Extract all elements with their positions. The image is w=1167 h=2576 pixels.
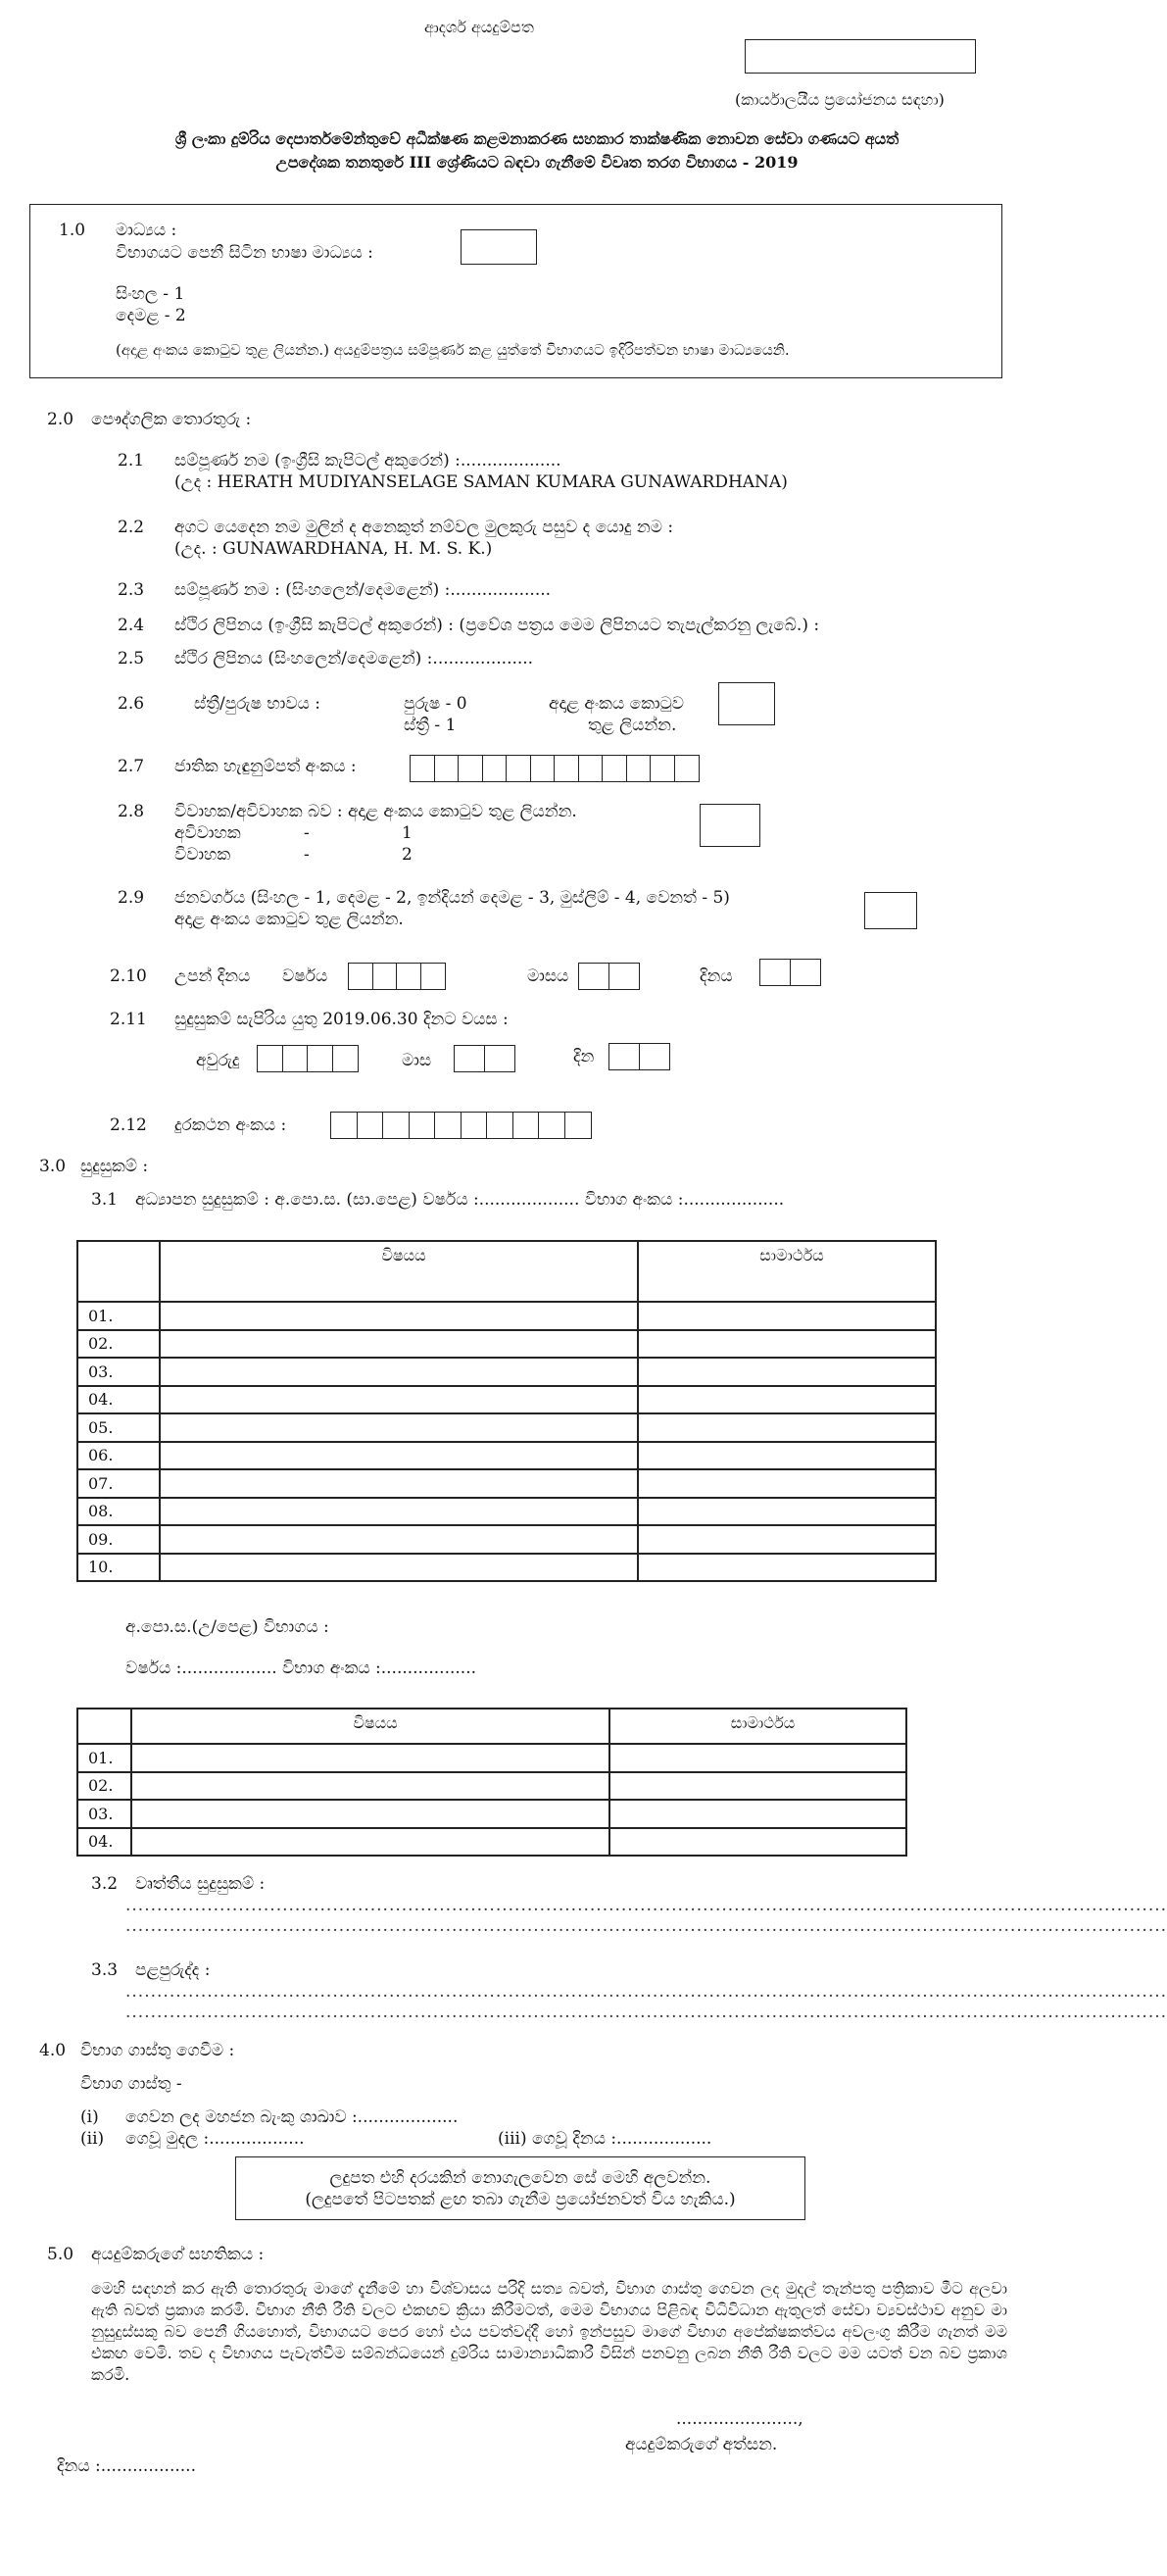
marital-dash-2: - <box>304 845 310 865</box>
signature-label: අයදුම්කරුගේ අත්සන. <box>625 2435 778 2454</box>
age-years-label: අවුරුදු <box>196 1051 240 1070</box>
form-title: ආදර්ශ අයදුම්පත <box>424 18 534 36</box>
ol-table-corner <box>77 1241 160 1302</box>
ol-row-number: 07. <box>77 1469 160 1498</box>
al-subject-cell[interactable] <box>131 1772 609 1801</box>
al-grade-cell[interactable] <box>609 1828 906 1857</box>
age-days-cells[interactable] <box>608 1043 670 1070</box>
section-3-number: 3.0 <box>39 1157 67 1176</box>
marital-input-box[interactable] <box>700 804 760 847</box>
al-row-number: 02. <box>77 1772 131 1801</box>
al-results-table <box>76 1708 907 1857</box>
dob-label: උපන් දිනය <box>174 966 251 986</box>
ol-subject-cell[interactable] <box>160 1442 638 1470</box>
office-use-box[interactable] <box>745 39 976 74</box>
dob-year-label: වර්ෂය <box>282 966 328 986</box>
ol-row-number: 03. <box>77 1358 160 1386</box>
address-english-field[interactable]: ස්ථිර ලිපිනය (ඉංග්‍රීසි කැපිටල් අකුරෙන්) : (ප්‍රවේශ පත්‍රය මෙම ලිපිනයට තැපැල්කරනු ලැබේ.) : <box>174 616 820 635</box>
al-row <box>77 1828 906 1857</box>
item-2-7-number: 2.7 <box>118 757 145 776</box>
form-heading-line1: ශ්‍රී ලංකා දුම්රිය දෙපාර්තමේන්තුවේ අධීක්ෂණ කළමනාකරණ සහකාර තාක්ෂණික නොවන සේවා ගණයට අයත් <box>174 129 900 148</box>
address-local-field[interactable]: ස්ථිර ලිපිනය (සිංහලෙන්/දෙමළෙන්) :................... <box>174 649 534 669</box>
amount-paid-field[interactable]: ගෙවූ මුදල :.................. <box>125 2129 305 2149</box>
al-grade-cell[interactable] <box>609 1800 906 1828</box>
ol-row-number: 08. <box>77 1498 160 1526</box>
bank-branch-field[interactable]: ගෙවන ලද මහජන බැංකු ශාඛාව :................... <box>125 2107 459 2127</box>
fee-item-ii-label: (ii) <box>80 2129 105 2149</box>
medium-question: විභාගයට පෙනී සිටින භාෂා මාධ්‍යය : <box>116 243 373 263</box>
name-with-initials-field[interactable]: අගට යෙදෙන නම මුලින් ද අනෙකුත් නම්වල මුලකුරු පසුව ද යොදු නම : <box>174 518 674 537</box>
ol-row-number: 04. <box>77 1386 160 1414</box>
item-3-1-number: 3.1 <box>91 1190 119 1210</box>
full-name-local-field[interactable]: සම්පූර්ණ නම : (සිංහලෙන්/දෙමළෙන්) :................... <box>174 580 552 600</box>
personal-info-title: පෞද්ගලික තොරතුරු : <box>91 410 252 429</box>
age-label: සුදුසුකම් සැපිරිය යුතු 2019.06.30 දිනට වයස : <box>174 1010 509 1029</box>
item-3-3-number: 3.3 <box>91 1960 119 1980</box>
al-subject-header: විෂයය <box>131 1709 609 1744</box>
gender-label: ස්ත්‍රී/පුරුෂ භාවය : <box>194 694 320 714</box>
item-2-11-number: 2.11 <box>110 1010 147 1029</box>
al-table-corner <box>77 1709 131 1744</box>
ethnicity-input-box[interactable] <box>864 892 917 929</box>
marital-status-label: විවාහක/අවිවාහක බව : අදාළ අංකය කොටුව තුළ ලියන්න. <box>174 802 577 821</box>
al-row-number: 01. <box>77 1744 131 1772</box>
ol-row <box>77 1386 936 1414</box>
al-subject-cell[interactable] <box>131 1744 609 1772</box>
item-2-9-number: 2.9 <box>118 888 145 908</box>
ol-row <box>77 1413 936 1442</box>
age-days-label: දින <box>573 1047 595 1066</box>
al-row <box>77 1744 906 1772</box>
qualifications-title: සුදුසුකම් : <box>80 1157 149 1176</box>
section-5-number: 5.0 <box>47 2245 74 2264</box>
professional-qualifications-label: වෘත්තීය සුදුසුකම් : <box>135 1874 266 1894</box>
ol-row-number: 05. <box>77 1413 160 1442</box>
receipt-note-1: ලදුපත එහි දරයකින් නොගැලවෙන සේ මෙහි අලවන්න. <box>329 2168 711 2188</box>
ol-row <box>77 1302 936 1330</box>
item-2-1-number: 2.1 <box>118 451 145 471</box>
declaration-paragraph: මෙහි සඳහන් කර ඇති තොරතුරු මාගේ දැනීමේ හා විශ්වාසය පරිදි සත්‍ය බවත්, විභාග ගාස්තු ගෙවන ලද මුදල් තැන්පතු පත්‍රිකාව මීට අලවා ඇති බවත් ප්‍රකාශ කරමි. විභාග නීති රීති වලට එකඟව ක්‍රියා කිරීමටත්, මෙම විභාගය පිළිබඳ විධිවිධාන ඇතුලත් සේවා ව්‍යවස්ථාව අනුව මා නුසුදුස්සකු බව පෙනී ගියහොත්, විභාගයට පෙර හෝ එය පවත්වද්දී හෝ ඉන්පසුව මාගේ විභාග අපේක්ෂකත්වය අවලංගු කිරීම ගැනත් මම එකඟ වෙමි. තව ද විභාගය පැවැත්වීම සම්බන්ධයෙන් දුම්රිය සාමාන්‍යාධිකාරී විසින් පනවනු ලබන නීති රීති වලට මම යටත් වන බව ප්‍රකාශ කරමි. <box>91 2279 1007 2384</box>
ol-grade-cell[interactable] <box>638 1386 936 1414</box>
dob-day-label: දිනය <box>700 966 733 986</box>
ol-subject-cell[interactable] <box>160 1554 638 1582</box>
phone-input-cells[interactable] <box>330 1112 592 1139</box>
date-paid-field[interactable]: (iii) ගෙවූ දිනය :.................. <box>498 2129 712 2149</box>
full-name-example: (උද : HERATH MUDIYANSELAGE SAMAN KUMARA GUNAWARDHANA) <box>174 472 788 492</box>
receipt-paste-box[interactable] <box>235 2156 805 2220</box>
gender-note-1: අදාළ අංකය කොටුව <box>549 694 685 714</box>
ol-subject-cell[interactable] <box>160 1386 638 1414</box>
professional-qualifications-line-1[interactable]: ...................................................................................................................................................................... <box>125 1896 1167 1915</box>
form-heading-line2: උපදේශක තනතුරේ III ශ්‍රේණියට බඳවා ගැනීමේ විවෘත තරග විභාගය - 2019 <box>275 153 799 172</box>
medium-option-sinhala: සිංහල - 1 <box>116 284 185 304</box>
medium-label: මාධ්‍යය : <box>116 221 177 240</box>
al-grade-header: සාමාර්ථය <box>609 1709 906 1744</box>
al-row <box>77 1772 906 1801</box>
ol-row <box>77 1554 936 1582</box>
item-2-8-number: 2.8 <box>118 802 145 821</box>
ol-grade-cell[interactable] <box>638 1498 936 1526</box>
gender-option-female: ස්ත්‍රී - 1 <box>404 716 457 735</box>
ol-row <box>77 1330 936 1359</box>
section-4-number: 4.0 <box>39 2041 67 2060</box>
ethnicity-label: ජනවර්ගය (සිංහල - 1, දෙමළ - 2, ඉන්දියන් දෙමළ - 3, මුස්ලිම් - 4, වෙනත් - 5) <box>174 888 730 908</box>
fees-title: විභාග ගාස්තු ගෙවීම : <box>80 2041 235 2060</box>
ol-grade-cell[interactable] <box>638 1413 936 1442</box>
ol-grade-cell[interactable] <box>638 1302 936 1330</box>
ol-grade-cell[interactable] <box>638 1442 936 1470</box>
ol-row <box>77 1469 936 1498</box>
ol-grade-cell[interactable] <box>638 1330 936 1359</box>
full-name-english-field[interactable]: සම්පූර්ණ නම (ඉංග්‍රීසි කැපිටල් අකුරෙන්) :................... <box>174 451 561 471</box>
name-with-initials-example: (උද. : GUNAWARDHANA, H. M. S. K.) <box>174 539 493 559</box>
gender-option-male: පුරුෂ - 0 <box>404 694 467 714</box>
ol-grade-cell[interactable] <box>638 1358 936 1386</box>
signature-line[interactable]: ......................., <box>676 2409 803 2429</box>
ol-row <box>77 1358 936 1386</box>
ol-subject-cell[interactable] <box>160 1302 638 1330</box>
date-field[interactable]: දිනය :.................. <box>57 2456 196 2476</box>
al-row <box>77 1800 906 1828</box>
section-2-number: 2.0 <box>47 410 74 429</box>
item-3-2-number: 3.2 <box>91 1874 119 1894</box>
item-2-6-number: 2.6 <box>118 694 145 714</box>
marital-value-2: 2 <box>402 845 413 865</box>
ethnicity-note: අදාළ අංකය කොටුව තුළ ලියන්න. <box>174 910 404 929</box>
ol-grade-header: සාමාර්ථය <box>638 1241 936 1302</box>
ol-grade-cell[interactable] <box>638 1469 936 1498</box>
dob-year-cells[interactable] <box>348 963 446 990</box>
ol-grade-cell[interactable] <box>638 1554 936 1582</box>
ol-row <box>77 1442 936 1470</box>
ol-row-number: 02. <box>77 1330 160 1359</box>
fee-item-i-label: (i) <box>80 2107 99 2127</box>
declaration-title: අයදුම්කරුගේ සහතිකය : <box>91 2245 265 2264</box>
item-2-5-number: 2.5 <box>118 649 145 669</box>
al-subject-cell[interactable] <box>131 1828 609 1857</box>
ol-row <box>77 1525 936 1554</box>
ol-subject-cell[interactable] <box>160 1330 638 1359</box>
item-2-3-number: 2.3 <box>118 580 145 600</box>
al-row-number: 03. <box>77 1800 131 1828</box>
ol-subject-cell[interactable] <box>160 1498 638 1526</box>
ol-row-number: 09. <box>77 1525 160 1554</box>
ol-grade-cell[interactable] <box>638 1525 936 1554</box>
office-use-label: (කාර්යාලයීය ප්‍රයෝජනය සඳහා) <box>735 90 945 109</box>
nic-input-cells[interactable] <box>410 755 700 782</box>
phone-label: දුරකථන අංකය : <box>174 1115 287 1135</box>
marital-dash-1: - <box>304 823 310 843</box>
al-exam-label: අ.පො.ස.(උ/පෙළ) විභාගය : <box>125 1617 329 1637</box>
al-grade-cell[interactable] <box>609 1744 906 1772</box>
ol-exam-line[interactable]: අධ්‍යාපන සුදුසුකම් : අ.පො.ස. (සා.පෙළ) වර්ෂය :................... විභාග අංකය :................... <box>135 1190 785 1210</box>
professional-qualifications-line-2[interactable]: ...................................................................................................................................................................... <box>125 1916 1167 1936</box>
gender-input-box[interactable] <box>718 682 775 725</box>
dob-month-cells[interactable] <box>578 963 640 990</box>
item-2-2-number: 2.2 <box>118 518 145 537</box>
ol-subject-cell[interactable] <box>160 1413 638 1442</box>
al-subject-cell[interactable] <box>131 1800 609 1828</box>
al-exam-line[interactable]: වර්ෂය :.................. විභාග අංකය :.................. <box>125 1659 476 1678</box>
dob-day-cells[interactable] <box>759 959 821 986</box>
item-2-4-number: 2.4 <box>118 616 145 635</box>
section-1-number: 1.0 <box>59 221 86 240</box>
experience-line-1[interactable]: ...................................................................................................................................................................... <box>125 1982 1167 2002</box>
medium-option-tamil: දෙමළ - 2 <box>116 306 186 325</box>
ol-subject-cell[interactable] <box>160 1525 638 1554</box>
receipt-note-2: (ලදුපතේ පිටපතක් ළඟ තබා ගැනීම ප්‍රයෝජනවත් විය හැකිය.) <box>305 2190 736 2209</box>
experience-label: පළපුරුද්ද : <box>135 1960 211 1980</box>
dob-month-label: මාසය <box>527 966 569 986</box>
gender-note-2: තුළ ලියන්න. <box>588 716 677 735</box>
age-years-cells[interactable] <box>257 1045 359 1072</box>
ol-row-number: 06. <box>77 1442 160 1470</box>
ol-results-table <box>76 1240 937 1582</box>
marital-married: විවාහක <box>174 845 231 865</box>
medium-note: (අදාළ අංකය කොටුව තුළ ලියන්න.) අයදුම්පත්‍රය සම්පූර්ණ කළ යුත්තේ විභාගයට ඉදිරිපත්වන භාෂා මාධ්‍යයෙනි. <box>116 341 790 359</box>
age-months-cells[interactable] <box>454 1045 515 1072</box>
al-row-number: 04. <box>77 1828 131 1857</box>
al-grade-cell[interactable] <box>609 1772 906 1801</box>
item-2-10-number: 2.10 <box>110 966 147 986</box>
ol-row <box>77 1498 936 1526</box>
fees-label: විභාග ගාස්තු - <box>80 2074 182 2094</box>
ol-subject-header: විෂයය <box>160 1241 638 1302</box>
experience-line-2[interactable]: ...................................................................................................................................................................... <box>125 2003 1167 2022</box>
medium-input-box[interactable] <box>461 229 537 265</box>
age-months-label: මාස <box>402 1051 432 1070</box>
ol-subject-cell[interactable] <box>160 1469 638 1498</box>
nic-label: ජාතික හැඳුනුම්පත් අංකය : <box>174 757 357 776</box>
ol-row-number: 01. <box>77 1302 160 1330</box>
ol-subject-cell[interactable] <box>160 1358 638 1386</box>
marital-value-1: 1 <box>402 823 413 843</box>
marital-unmarried: අවිවාහක <box>174 823 241 843</box>
ol-row-number: 10. <box>77 1554 160 1582</box>
item-2-12-number: 2.12 <box>110 1115 147 1135</box>
